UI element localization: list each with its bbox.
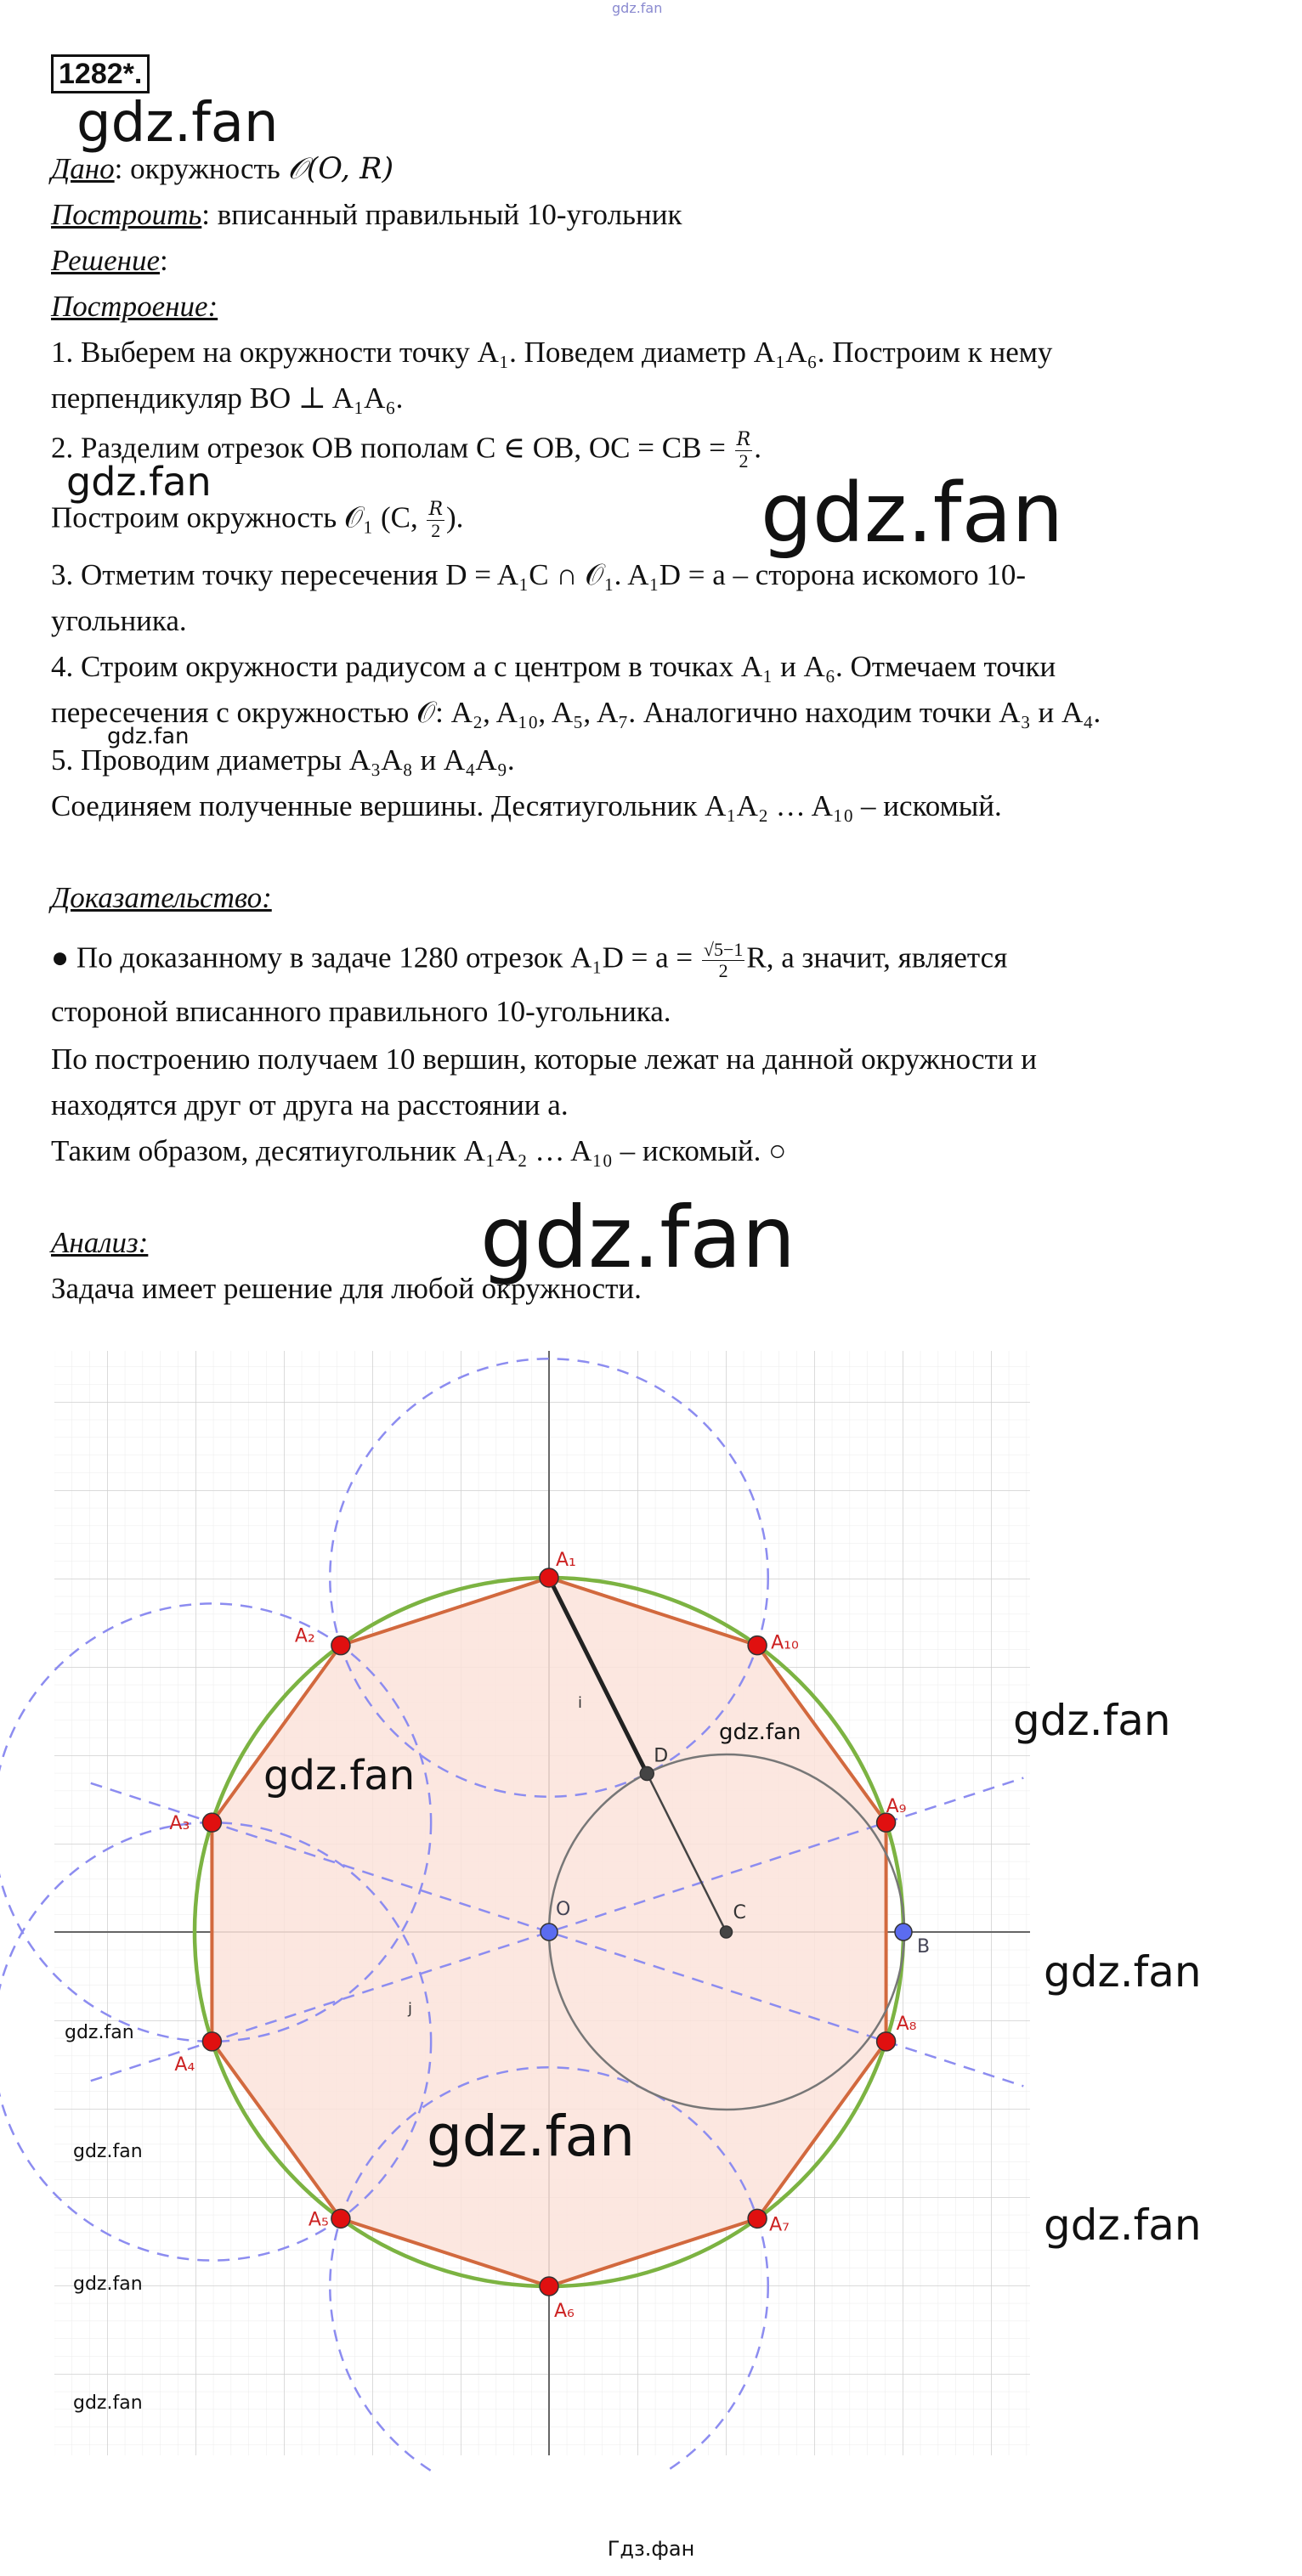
vertex-a1 <box>540 1568 558 1587</box>
proof-4: находятся друг от друга на расстоянии a. <box>51 1088 569 1121</box>
watermark-15: gdz.fan <box>73 2392 143 2414</box>
label-a6: A₆ <box>554 2301 575 2322</box>
watermark-5: gdz.fan <box>480 1188 796 1287</box>
watermark-10: gdz.fan <box>65 2022 134 2043</box>
step-4b: пересечения с окружностью 𝒪: A₂, A₁₀, A₅, A₇. Аналогично находим точки A₃ и A₄. <box>51 696 1101 729</box>
watermark-8: gdz.fan <box>1013 1696 1171 1745</box>
label-a3: A₃ <box>169 1813 190 1835</box>
step-4a: 4. Строим окружности радиусом a с центром в точках A₁ и A₆. Отмечаем точки <box>51 650 1056 683</box>
step-3a: 3. Отметим точку пересечения D = A₁C ∩ 𝒪₁. A₁D = a – сторона искомого 10- <box>51 558 1026 591</box>
label-a9: A₉ <box>886 1796 907 1818</box>
proof-5: Таким образом, десятиугольник A₁A₂ … A₁₀ – искомый. ○ <box>51 1134 787 1167</box>
vertex-a3 <box>202 1813 221 1832</box>
step-2b <box>51 500 463 541</box>
construct-label: Построить <box>51 198 202 231</box>
construct-line <box>51 197 682 233</box>
step-3b: угольника. <box>51 604 187 637</box>
label-a2: A₂ <box>294 1625 315 1647</box>
vertex-a6 <box>540 2277 558 2296</box>
label-a7: A₇ <box>769 2214 790 2236</box>
problem-number: 1282*. <box>51 54 150 93</box>
vertex-a2 <box>331 1636 350 1655</box>
watermark-3: gdz.fan <box>761 466 1064 561</box>
given-label: Дано <box>51 152 115 185</box>
solution-label: Решение <box>51 244 161 277</box>
step-1a: 1. Выберем на окружности точку A₁. Поведем диаметр A₁A₆. Построим к нему <box>51 336 1053 369</box>
proof-1 <box>51 940 1007 981</box>
watermark-14: gdz.fan <box>73 2274 143 2295</box>
vertex-a10 <box>748 1636 767 1655</box>
label-i: i <box>578 1694 583 1712</box>
solution-colon: : <box>160 244 168 277</box>
vertex-a8 <box>877 2032 896 2051</box>
fraction-r-over-2-b <box>427 500 444 541</box>
construct-text: : вписанный правильный 10-угольник <box>201 198 682 231</box>
proof-2: стороной вписанного правильного 10-угольника. <box>51 995 671 1028</box>
proof-1-text: ● По доказанному в задаче 1280 отрезок A₁D = a = <box>51 941 700 974</box>
golden-num: √5−1 <box>703 939 744 960</box>
fraction-num: R <box>736 429 751 450</box>
given-text: : окружность <box>114 152 288 185</box>
label-a10: A₁₀ <box>771 1632 799 1654</box>
point-c <box>721 1926 733 1938</box>
vertex-a4 <box>202 2032 221 2051</box>
watermark-6: gdz.fan <box>263 1752 416 1799</box>
step-2a-text: 2. Разделим отрезок OB пополам C ∈ OB, OC = CB = <box>51 431 733 465</box>
label-o: O <box>556 1899 571 1920</box>
label-a1: A₁ <box>556 1550 576 1571</box>
step-2a-end: . <box>754 431 761 465</box>
fraction-den: 2 <box>739 450 749 472</box>
proof-3: По построению получаем 10 вершин, которые лежат на данной окружности и <box>51 1042 1037 1076</box>
watermark-9: gdz.fan <box>1044 1947 1202 1997</box>
fraction-r-over-2 <box>735 430 753 472</box>
label-a8: A₈ <box>896 2013 917 2035</box>
golden-fraction <box>702 940 744 981</box>
step-2b-end: ). <box>446 500 464 534</box>
label-j: j <box>408 2000 413 2018</box>
step-1b: перпендикуляр BO ⊥ A₁A₆. <box>51 381 404 415</box>
given-math: 𝒪(O, R) <box>287 152 394 186</box>
label-a4: A₄ <box>174 2053 195 2076</box>
construction-figure <box>0 1334 1302 2472</box>
watermark-12: gdz.fan <box>427 2104 635 2169</box>
watermark-2: gdz.fan <box>66 459 212 505</box>
proof-heading: Доказательство: <box>51 881 272 914</box>
proof-1-end: R, а значит, является <box>746 941 1008 974</box>
watermark-4: gdz.fan <box>107 724 190 749</box>
step-6: Соединяем полученные вершины. Десятиугольник A₁A₂ … A₁₀ – искомый. <box>51 789 1002 822</box>
footer-watermark: Гдз.фан <box>607 2537 695 2561</box>
fraction-num-b: R <box>428 499 444 520</box>
point-o <box>541 1924 558 1940</box>
point-b <box>895 1924 912 1940</box>
step-2b-text: Построим окружность 𝒪₁ (C, <box>51 500 426 534</box>
construction-heading: Построение: <box>51 290 218 323</box>
label-c: C <box>733 1902 746 1924</box>
point-d <box>640 1767 654 1781</box>
watermark-7: gdz.fan <box>719 1720 801 1745</box>
vertex-a7 <box>748 2209 767 2228</box>
step-5: 5. Проводим диаметры A₃A₈ и A₄A₉. <box>51 743 515 777</box>
solution-line <box>51 243 168 279</box>
watermark-1: gdz.fan <box>76 92 279 155</box>
analysis-heading: Анализ: <box>51 1226 149 1259</box>
label-d: D <box>654 1745 669 1767</box>
watermark-13: gdz.fan <box>1044 2200 1202 2250</box>
watermark-11: gdz.fan <box>73 2141 143 2162</box>
vertex-a5 <box>331 2209 350 2228</box>
header-watermark: gdz.fan <box>612 0 663 16</box>
fraction-den-b: 2 <box>431 520 441 541</box>
label-a5: A₅ <box>308 2209 329 2231</box>
given-line <box>51 151 393 187</box>
analysis-text: Задача имеет решение для любой окружности. <box>51 1272 642 1305</box>
golden-den: 2 <box>718 960 728 981</box>
label-b: B <box>917 1936 931 1957</box>
